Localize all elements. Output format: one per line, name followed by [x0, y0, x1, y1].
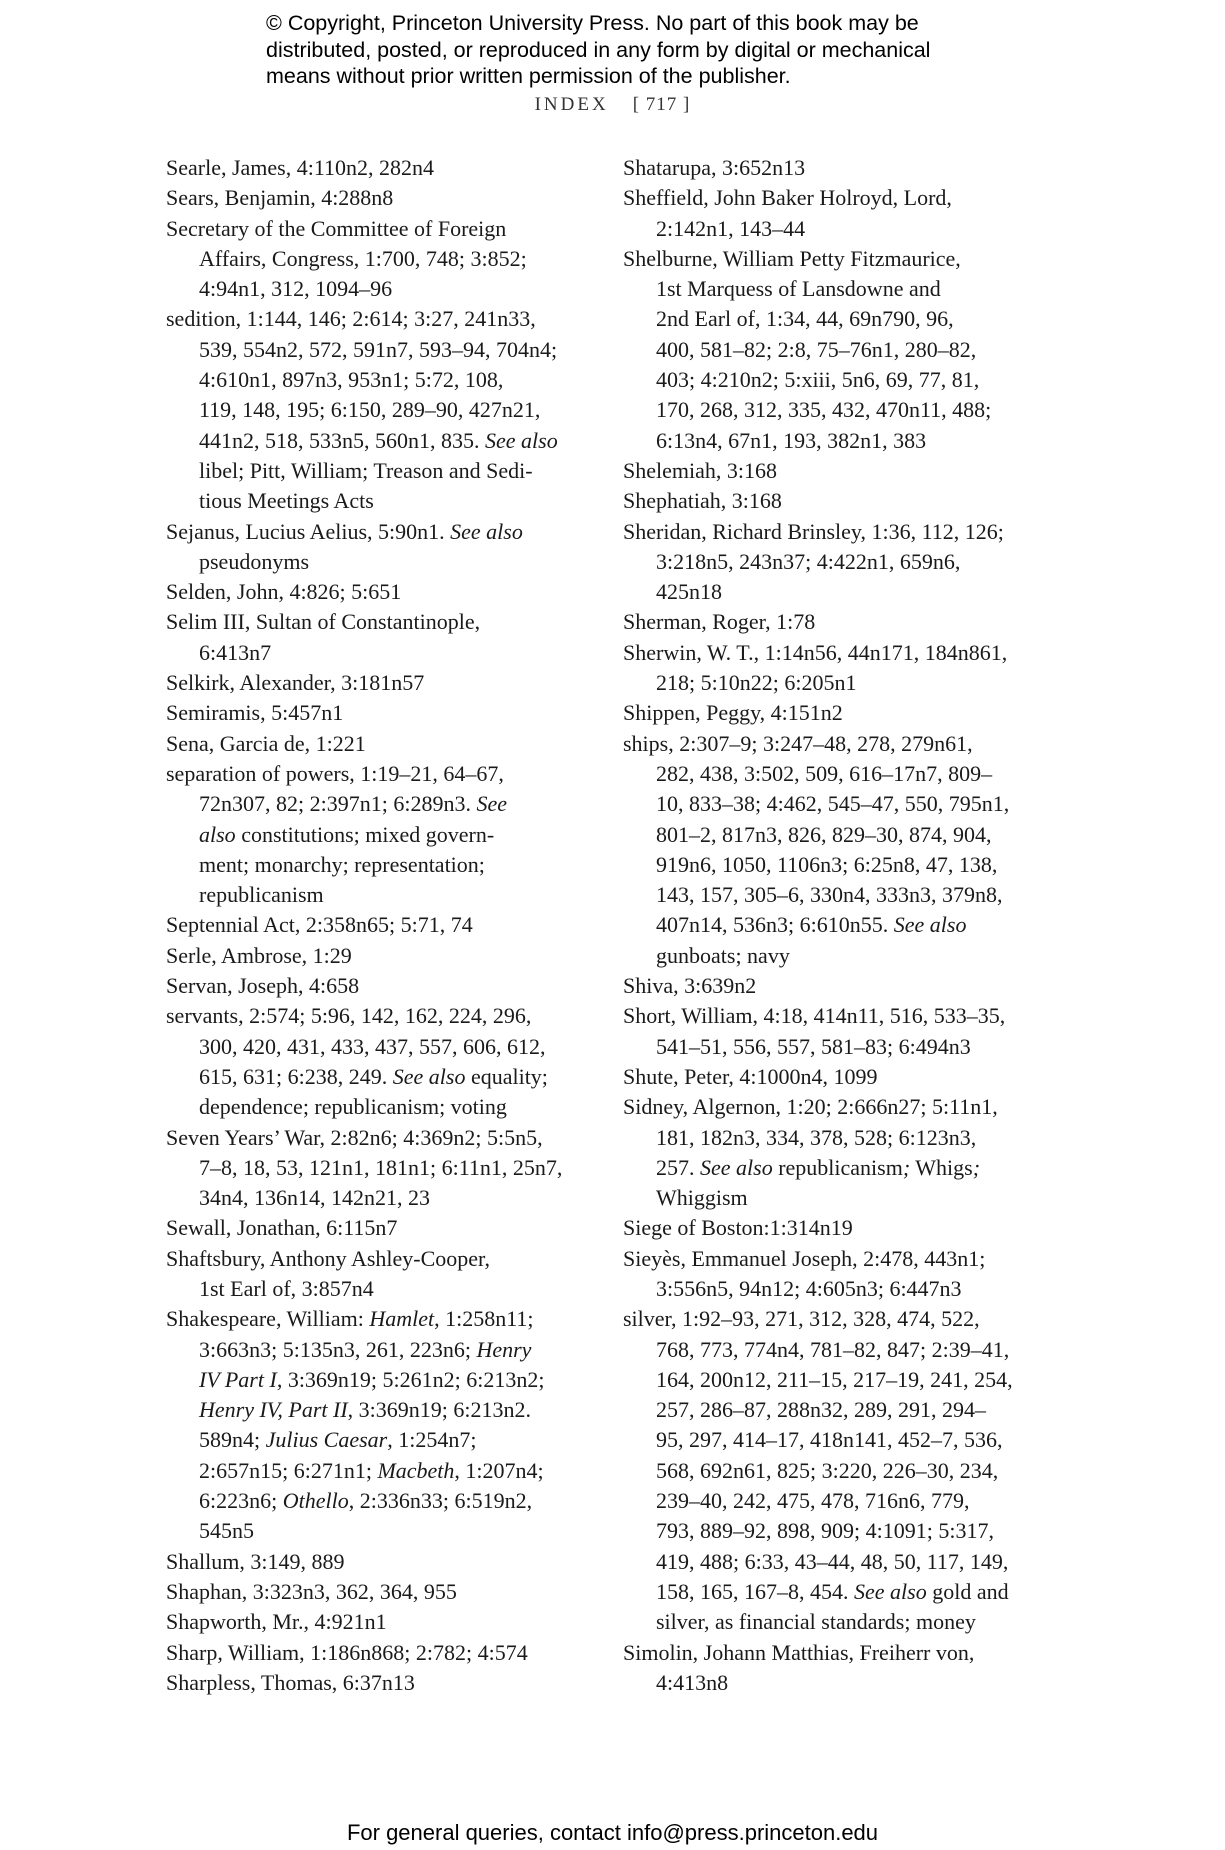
index-entry [166, 729, 596, 759]
index-entry [623, 1244, 1063, 1305]
index-entry [623, 1304, 1063, 1637]
index-entry-line: 239–40, 242, 475, 478, 716n6, 779, [656, 1488, 970, 1514]
index-entry-line: Sharp, William, 1:186n868; 2:782; 4:574 [166, 1639, 528, 1665]
index-entry-line: 425n18 [656, 579, 722, 605]
index-entry-line: 4:413n8 [656, 1669, 729, 1695]
index-entry-line: Sieyès, Emmanuel Joseph, 2:478, 443n1; [623, 1245, 986, 1271]
index-entry-line: sedition, 1:144, 146; 2:614; 3:27, 241n33, [166, 306, 536, 332]
index-entry-line: silver, 1:92–93, 271, 312, 328, 474, 522, [623, 1306, 980, 1332]
index-entry-line: 441n2, 518, 533n5, 560n1, 835. See also [199, 427, 558, 453]
index-entry-line: Sears, Benjamin, 4:288n8 [166, 185, 394, 211]
index-entry [623, 971, 1063, 1001]
index-entry [166, 1668, 596, 1698]
index-entry [623, 1092, 1063, 1213]
index-entry-line: Servan, Joseph, 4:658 [166, 973, 360, 999]
index-entry-line: 801–2, 817n3, 826, 829–30, 874, 904, [656, 821, 992, 847]
index-entry [166, 1577, 596, 1607]
index-entry-line: 2:657n15; 6:271n1; Macbeth, 1:207n4; [199, 1457, 544, 1483]
index-entry-line: gunboats; navy [656, 942, 790, 968]
index-entry-line: 300, 420, 431, 433, 437, 557, 606, 612, [199, 1033, 546, 1059]
index-entry-line: 403; 4:210n2; 5:xiii, 5n6, 69, 77, 81, [656, 367, 980, 393]
index-entry-line: 419, 488; 6:33, 43–44, 48, 50, 117, 149, [656, 1548, 1009, 1574]
index-entry-line: 407n14, 536n3; 6:610n55. See also [656, 912, 967, 938]
index-entry [166, 1638, 596, 1668]
index-entry-line: Shippen, Peggy, 4:151n2 [623, 700, 843, 726]
index-entry [166, 153, 596, 183]
index-entry-line: 72n307, 82; 2:397n1; 6:289n3. See [199, 791, 507, 817]
running-head [0, 94, 1225, 116]
index-entry-line: Sidney, Algernon, 1:20; 2:666n27; 5:11n1, [623, 1094, 998, 1120]
index-entry-line: 2:142n1, 143–44 [656, 215, 806, 241]
index-entry-line: Sena, Garcia de, 1:221 [166, 730, 366, 756]
index-entry [623, 1213, 1063, 1243]
index-entry-line: Secretary of the Committee of Foreign [166, 215, 507, 241]
index-entry [166, 759, 596, 910]
index-entry-line: Selkirk, Alexander, 3:181n57 [166, 670, 425, 696]
index-entry-line: 615, 631; 6:238, 249. See also equality; [199, 1063, 548, 1089]
index-entry-line: ships, 2:307–9; 3:247–48, 278, 279n61, [623, 730, 973, 756]
index-entry-line: Seven Years’ War, 2:82n6; 4:369n2; 5:5n5, [166, 1124, 543, 1150]
index-entry [623, 638, 1063, 699]
index-entry-line: 3:218n5, 243n37; 4:422n1, 659n6, [656, 548, 961, 574]
index-entry-line: 95, 297, 414–17, 418n141, 452–7, 536, [656, 1427, 1003, 1453]
index-entry-line: 793, 889–92, 898, 909; 4:1091; 5:317, [656, 1518, 994, 1544]
index-entry-line: 6:413n7 [199, 639, 272, 665]
page-number: [ 717 ] [632, 94, 691, 115]
index-entry-line: Short, William, 4:18, 414n11, 516, 533–35, [623, 1003, 1006, 1029]
index-entry-line: Shiva, 3:639n2 [623, 973, 757, 999]
index-entry [166, 183, 596, 213]
index-entry-line: 539, 554n2, 572, 591n7, 593–94, 704n4; [199, 336, 558, 362]
index-entry-line: Affairs, Congress, 1:700, 748; 3:852; [199, 245, 527, 271]
index-entry-line: Shute, Peter, 4:1000n4, 1099 [623, 1063, 878, 1089]
index-entry-line: also constitutions; mixed govern- [199, 821, 495, 847]
index-entry-line: Shaftsbury, Anthony Ashley-Cooper, [166, 1245, 491, 1271]
section-title: INDEX [534, 94, 609, 115]
index-entry [623, 607, 1063, 637]
index-entry [166, 941, 596, 971]
copyright-line: distributed, posted, or reproduced in any form by digital or mechanical [266, 37, 931, 62]
index-entry-line: Searle, James, 4:110n2, 282n4 [166, 155, 435, 180]
copyright-line: © Copyright, Princeton University Press. No part of this book may be [266, 11, 919, 35]
index-entry [623, 1638, 1063, 1699]
index-entry [623, 244, 1063, 456]
index-entry [166, 304, 596, 516]
index-entry [623, 456, 1063, 486]
index-entry-line: ment; monarchy; representation; [199, 851, 485, 877]
index-entry-line: Serle, Ambrose, 1:29 [166, 942, 352, 968]
index-entry-line: Septennial Act, 2:358n65; 5:71, 74 [166, 912, 473, 938]
index-entry-line: 4:610n1, 897n3, 953n1; 5:72, 108, [199, 367, 504, 393]
index-entry [166, 1244, 596, 1305]
index-entry [623, 153, 1063, 183]
index-entry [166, 577, 596, 607]
index-entry-line: republicanism [199, 882, 324, 908]
index-entry-line: 545n5 [199, 1518, 254, 1544]
index-entry-line: Semiramis, 5:457n1 [166, 700, 344, 726]
index-column-right [623, 153, 1063, 1698]
index-entry-line: 119, 148, 195; 6:150, 289–90, 427n21, [199, 397, 541, 423]
index-entry [623, 517, 1063, 608]
index-entry [166, 910, 596, 940]
index-entry-line: 34n4, 136n14, 142n21, 23 [199, 1185, 430, 1211]
footer-contact: For general queries, contact info@press.princeton.edu [346, 1820, 879, 1845]
index-entry-line: Shakespeare, William: Hamlet, 1:258n11; [166, 1306, 534, 1332]
index-entry-line: servants, 2:574; 5:96, 142, 162, 224, 296, [166, 1003, 532, 1029]
index-entry-line: 282, 438, 3:502, 509, 616–17n7, 809– [656, 760, 993, 786]
index-entry-line: 218; 5:10n22; 6:205n1 [656, 670, 857, 696]
index-entry-line: 143, 157, 305–6, 330n4, 333n3, 379n8, [656, 882, 1003, 908]
index-entry-line: Siege of Boston:1:314n19 [623, 1215, 853, 1241]
index-entry-line: 3:663n3; 5:135n3, 261, 223n6; Henry [199, 1336, 532, 1362]
index-entry [623, 183, 1063, 244]
index-entry-line: Shatarupa, 3:652n13 [623, 155, 806, 180]
index-entry [166, 971, 596, 1001]
index-entry-line: IV Part I, 3:369n19; 5:261n2; 6:213n2; [199, 1366, 545, 1392]
index-entry-line: 919n6, 1050, 1106n3; 6:25n8, 47, 138, [656, 851, 998, 877]
index-entry-line: Sharpless, Thomas, 6:37n13 [166, 1669, 415, 1695]
index-entry [623, 1062, 1063, 1092]
index-entry-line: Sejanus, Lucius Aelius, 5:90n1. See also [166, 518, 523, 544]
index-entry-line: Shapworth, Mr., 4:921n1 [166, 1609, 387, 1635]
index-entry-line: 158, 165, 167–8, 454. See also gold and [656, 1578, 1009, 1604]
index-entry [623, 486, 1063, 516]
index-entry-line: Shelburne, William Petty Fitzmaurice, [623, 245, 961, 271]
index-entry [166, 1547, 596, 1577]
index-entry-line: dependence; republicanism; voting [199, 1094, 507, 1120]
index-entry [166, 668, 596, 698]
index-entry [166, 607, 596, 668]
index-entry-line: Sherwin, W. T., 1:14n56, 44n171, 184n861, [623, 639, 1008, 665]
index-entry [166, 698, 596, 728]
index-entry [623, 729, 1063, 971]
index-column-left [166, 153, 596, 1698]
index-entry-line: 4:94n1, 312, 1094–96 [199, 276, 393, 302]
index-entry-line: tious Meetings Acts [199, 488, 374, 514]
index-entry-line: Shephatiah, 3:168 [623, 488, 782, 514]
index-entry-line: Shelemiah, 3:168 [623, 457, 777, 483]
index-entry-line: 768, 773, 774n4, 781–82, 847; 2:39–41, [656, 1336, 1010, 1362]
index-entry-line: Henry IV, Part II, 3:369n19; 6:213n2. [199, 1397, 532, 1423]
index-entry-line: Selim III, Sultan of Constantinople, [166, 609, 481, 635]
index-entry [166, 214, 596, 305]
index-entry [166, 1001, 596, 1122]
index-entry-line: Sewall, Jonathan, 6:115n7 [166, 1215, 398, 1241]
index-entry-line: 170, 268, 312, 335, 432, 470n11, 488; [656, 397, 992, 423]
index-entry-line: Selden, John, 4:826; 5:651 [166, 579, 402, 605]
index-entry-line: Shallum, 3:149, 889 [166, 1548, 345, 1574]
index-entry-line: Shaphan, 3:323n3, 362, 364, 955 [166, 1578, 457, 1604]
index-entry-line: 3:556n5, 94n12; 4:605n3; 6:447n3 [656, 1275, 962, 1301]
index-entry [623, 1001, 1063, 1062]
index-entry-line: 257, 286–87, 288n32, 289, 291, 294– [656, 1397, 986, 1423]
index-entry-line: 164, 200n12, 211–15, 217–19, 241, 254, [656, 1366, 1013, 1392]
index-entry [166, 1213, 596, 1243]
index-entry-line: 6:13n4, 67n1, 193, 382n1, 383 [656, 427, 927, 453]
index-entry-line: separation of powers, 1:19–21, 64–67, [166, 760, 504, 786]
index-entry [166, 517, 596, 578]
index-entry-line: silver, as financial standards; money [656, 1609, 976, 1635]
index-entry-line: Sherman, Roger, 1:78 [623, 609, 816, 635]
index-entry-line: pseudonyms [199, 548, 309, 574]
index-entry [623, 698, 1063, 728]
index-entry-line: 7–8, 18, 53, 121n1, 181n1; 6:11n1, 25n7, [199, 1154, 563, 1180]
index-entry-line: 541–51, 556, 557, 581–83; 6:494n3 [656, 1033, 971, 1059]
index-entry [166, 1607, 596, 1637]
index-entry-line: 589n4; Julius Caesar, 1:254n7; [199, 1427, 477, 1453]
index-entry-line: 568, 692n61, 825; 3:220, 226–30, 234, [656, 1457, 999, 1483]
index-entry-line: Sheffield, John Baker Holroyd, Lord, [623, 185, 952, 211]
index-entry-line: 181, 182n3, 334, 378, 528; 6:123n3, [656, 1124, 977, 1150]
index-entry-line: 1st Earl of, 3:857n4 [199, 1275, 374, 1301]
index-entry-line: 10, 833–38; 4:462, 545–47, 550, 795n1, [656, 791, 1010, 817]
index-entry-line: 257. See also republicanism; Whigs; [656, 1154, 981, 1180]
index-entry [166, 1304, 596, 1546]
index-entry-line: 1st Marquess of Lansdowne and [656, 276, 941, 302]
index-entry-line: 400, 581–82; 2:8, 75–76n1, 280–82, [656, 336, 977, 362]
index-entry-line: libel; Pitt, William; Treason and Sedi- [199, 457, 533, 483]
copyright-notice [266, 10, 1026, 90]
index-entry [166, 1123, 596, 1214]
index-entry-line: 6:223n6; Othello, 2:336n33; 6:519n2, [199, 1488, 533, 1514]
index-entry-line: 2nd Earl of, 1:34, 44, 69n790, 96, [656, 306, 954, 332]
index-entry-line: Sheridan, Richard Brinsley, 1:36, 112, 126; [623, 518, 1004, 544]
index-entry-line: Whiggism [656, 1185, 748, 1211]
index-entry-line: Simolin, Johann Matthias, Freiherr von, [623, 1639, 975, 1665]
copyright-line: means without prior written permission of the publisher. [266, 64, 791, 88]
